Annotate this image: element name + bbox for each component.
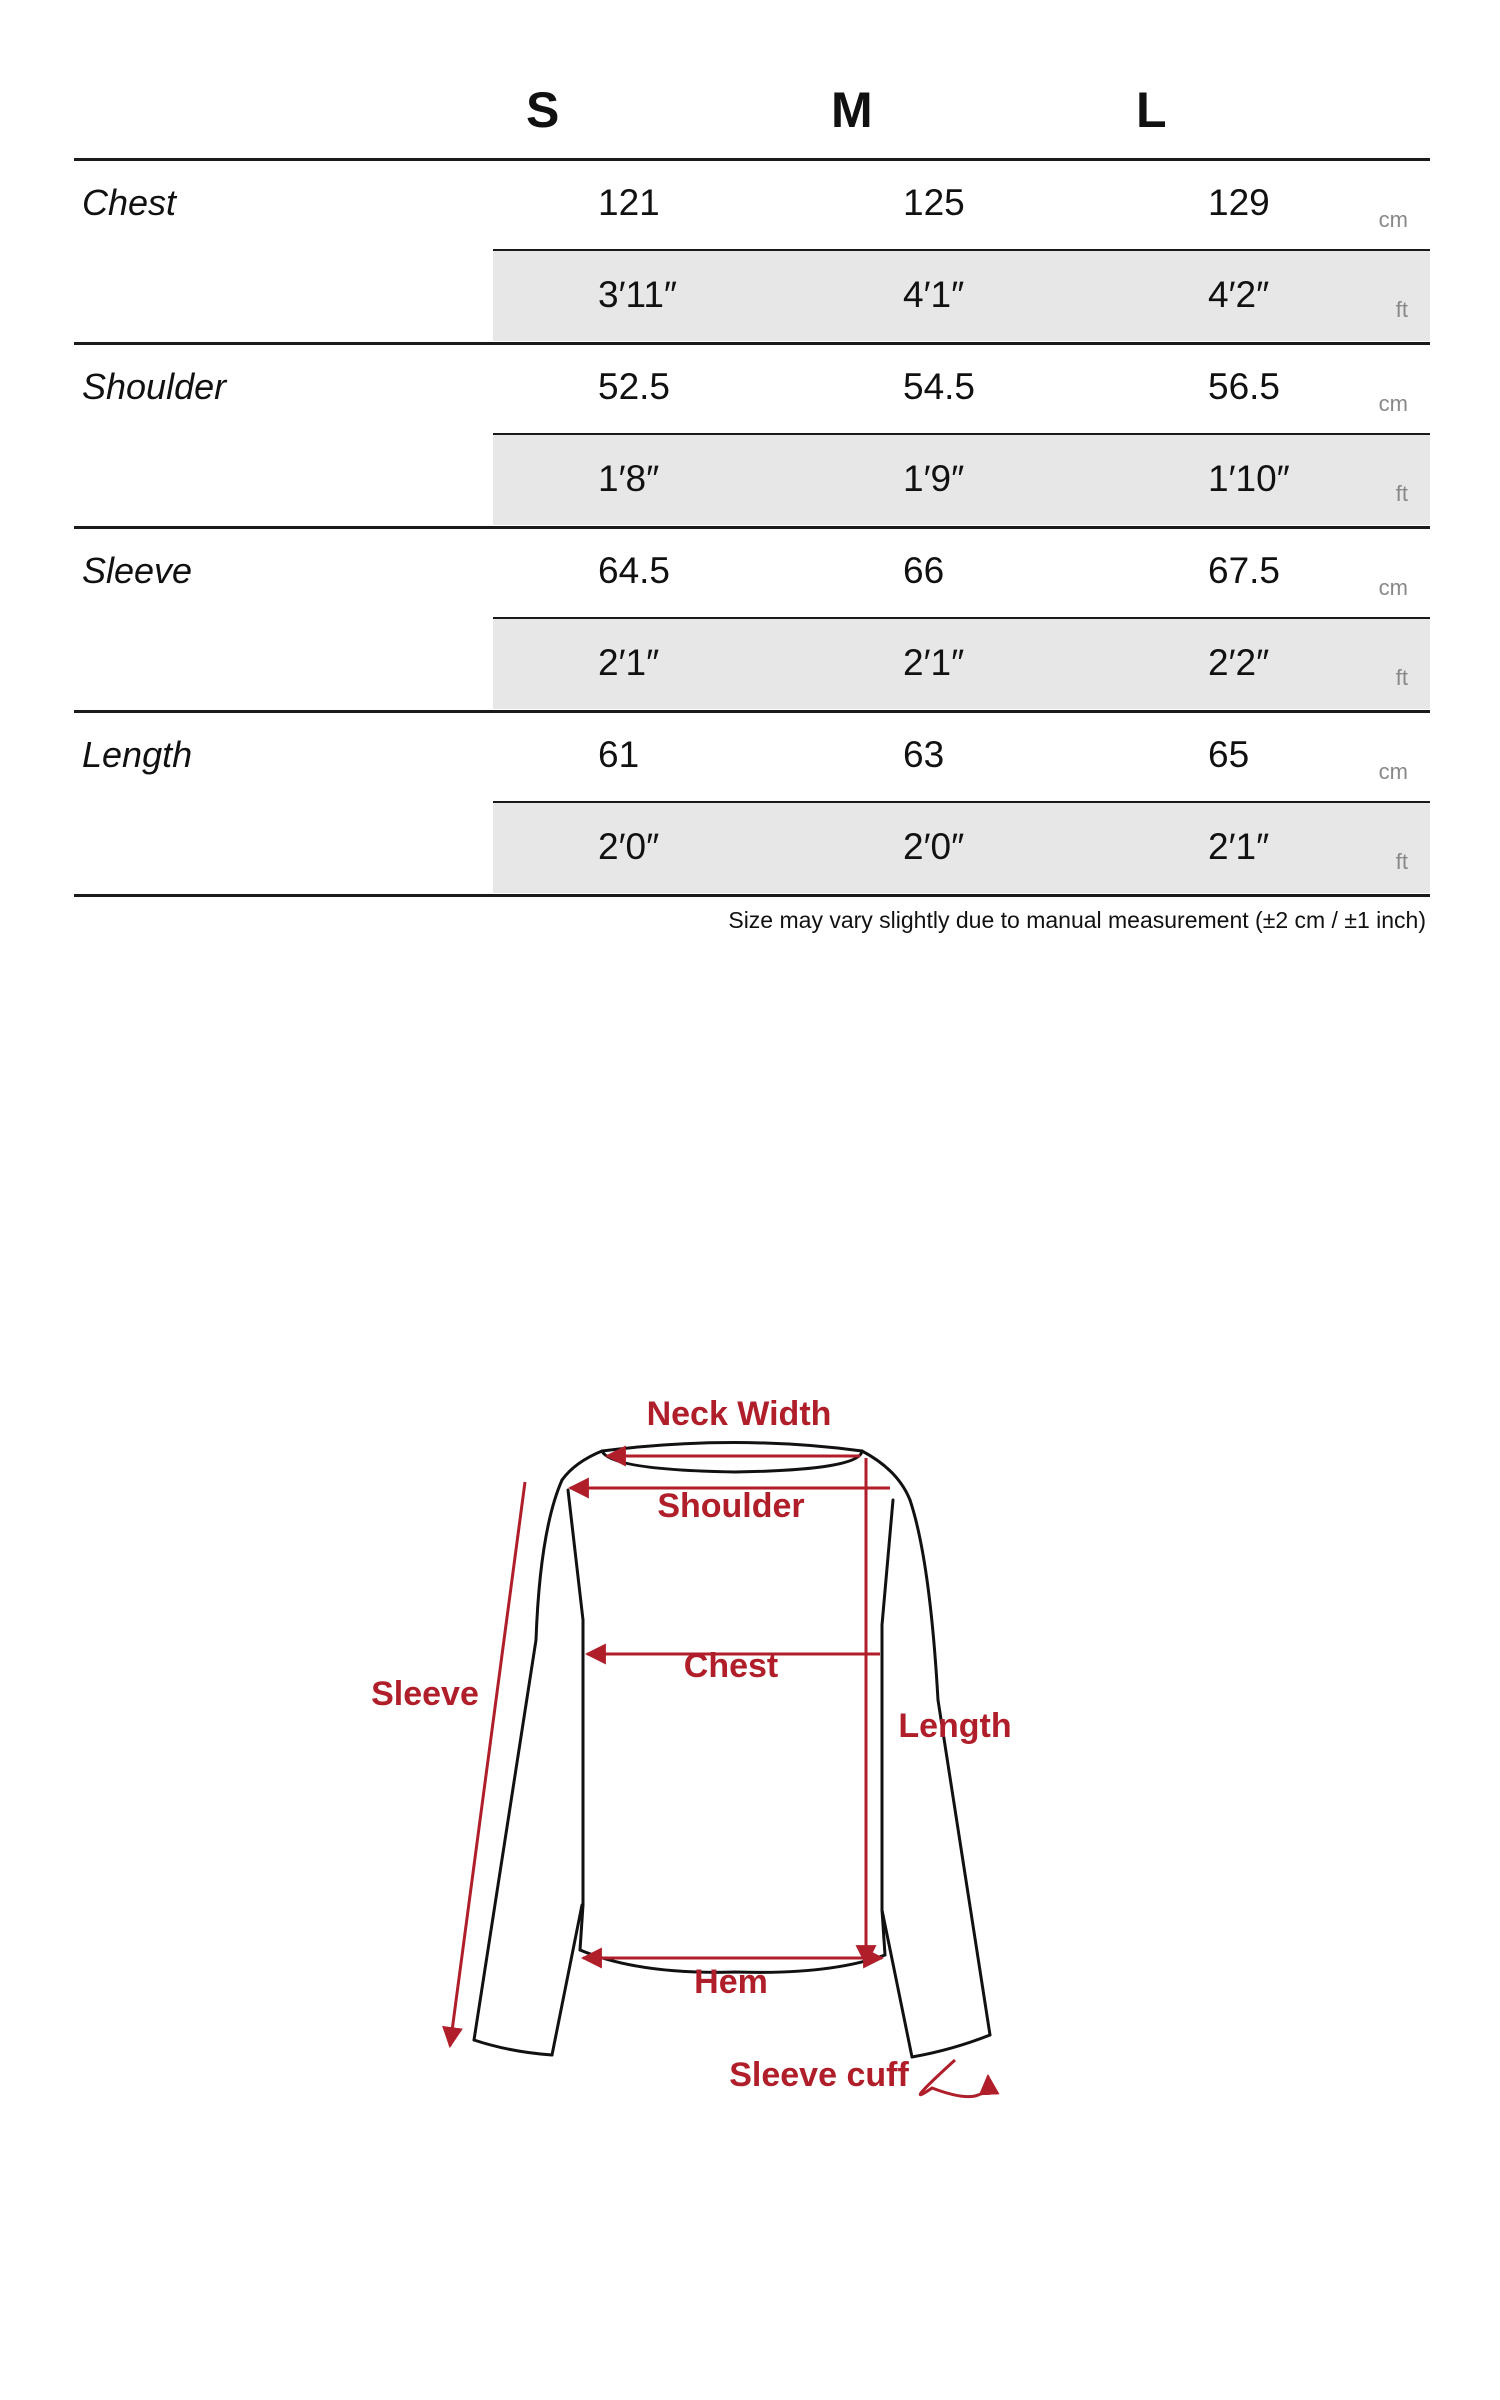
row-label-shoulder: Shoulder [82, 366, 227, 407]
length-cm-m: 63 [903, 734, 945, 775]
sleeve-cuff-arrow-icon [920, 2060, 988, 2097]
sleeve-ft-m: 2′1″ [903, 642, 965, 683]
sleeve-ft-l: 2′2″ [1208, 642, 1270, 683]
body-right-side [882, 1625, 885, 1955]
unit-cm-label: cm [1378, 207, 1408, 232]
chest-cm-m: 125 [903, 182, 965, 223]
row-label-sleeve: Sleeve [82, 550, 193, 591]
shoulder-label: Shoulder [657, 1487, 805, 1525]
size-header-s: S [526, 82, 560, 138]
right-armhole [882, 1500, 893, 1625]
length-cm-s: 61 [598, 734, 640, 775]
chest-ft-s: 3′11″ [598, 274, 678, 315]
right-cuff [912, 2035, 990, 2057]
left-cuff [474, 2040, 552, 2055]
left-shoulder-line [562, 1451, 602, 1480]
right-shoulder-line [862, 1451, 910, 1500]
sleeve-cm-l: 67.5 [1208, 550, 1281, 591]
chest-ft-m: 4′1″ [903, 274, 965, 315]
sleeve-cm-m: 66 [903, 550, 945, 591]
length-cm-l: 65 [1208, 734, 1250, 775]
shoulder-ft-s: 1′8″ [598, 458, 660, 499]
unit-cm-label: cm [1378, 391, 1408, 416]
length-ft-l: 2′1″ [1208, 826, 1270, 867]
row-label-chest: Chest [82, 182, 177, 223]
size-header-l: L [1136, 82, 1167, 138]
unit-ft-label: ft [1395, 481, 1408, 506]
unit-ft-label: ft [1395, 849, 1408, 874]
neck-width-label: Neck Width [646, 1395, 832, 1433]
length-ft-m: 2′0″ [903, 826, 965, 867]
right-sleeve-inner [882, 1910, 912, 2057]
length-label: Length [898, 1707, 1012, 1745]
chest-cm-s: 121 [598, 182, 660, 223]
measurement-footnote: Size may vary slightly due to manual measurement (±2 cm / ±1 inch) [728, 907, 1426, 933]
shoulder-cm-m: 54.5 [903, 366, 976, 407]
sleeve-cuff-label: Sleeve cuff [729, 2056, 909, 2094]
left-sleeve-inner [552, 1905, 582, 2055]
chest-label: Chest [683, 1647, 779, 1685]
sleeve-label: Sleeve [371, 1675, 479, 1713]
left-armhole [568, 1490, 583, 1620]
chest-cm-l: 129 [1208, 182, 1270, 223]
unit-cm-label: cm [1378, 575, 1408, 600]
unit-ft-label: ft [1395, 297, 1408, 322]
sleeve-cm-s: 64.5 [598, 550, 671, 591]
hem-label: Hem [694, 1963, 768, 2001]
shoulder-ft-m: 1′9″ [903, 458, 965, 499]
length-ft-s: 2′0″ [598, 826, 660, 867]
shoulder-cm-l: 56.5 [1208, 366, 1281, 407]
size-header-m: M [831, 82, 873, 138]
right-sleeve-outer [910, 1500, 990, 2035]
sleeve-ft-s: 2′1″ [598, 642, 660, 683]
unit-ft-label: ft [1395, 665, 1408, 690]
unit-cm-label: cm [1378, 759, 1408, 784]
chest-ft-l: 4′2″ [1208, 274, 1270, 315]
shoulder-ft-l: 1′10″ [1208, 458, 1290, 499]
row-label-length: Length [82, 734, 193, 775]
body-left-side [580, 1620, 583, 1950]
shoulder-cm-s: 52.5 [598, 366, 671, 407]
